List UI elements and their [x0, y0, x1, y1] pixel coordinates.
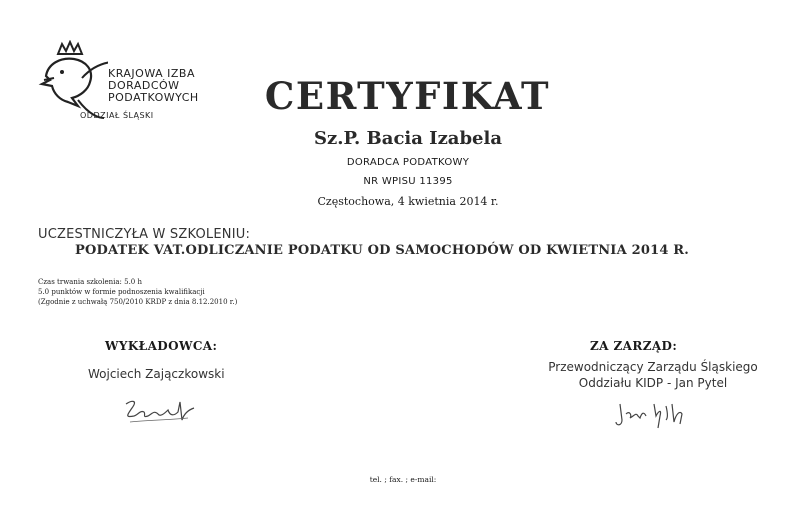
- board-chair-line1: Przewodniczący Zarządu Śląskiego: [548, 360, 758, 374]
- recipient-name: Sz.P. Bacia Izabela: [313, 128, 503, 149]
- lecturer-name: Wojciech Zajączkowski: [88, 367, 225, 381]
- lecturer-label: WYKŁADOWCA:: [105, 339, 218, 353]
- board-chair-line2: Oddziału KIDP - Jan Pytel: [578, 376, 728, 390]
- org-name-line2: DORADCÓW: [108, 79, 180, 92]
- contact-line: tel. ; fax. ; e-mail:: [369, 475, 437, 484]
- lecturer-signature: [118, 392, 208, 430]
- place-date: Częstochowa, 4 kwietnia 2014 r.: [317, 195, 499, 208]
- course-points: 5.0 punktów w formie podnoszenia kwalifikacji: [38, 288, 205, 296]
- course-resolution: (Zgodnie z uchwałą 750/2010 KRDP z dnia 8.12.2010 r.): [38, 298, 238, 306]
- certificate-title: CERTYFIKAT: [264, 74, 551, 118]
- board-label: ZA ZARZĄD:: [590, 339, 678, 353]
- course-duration: Czas trwania szkolenia: 5.0 h: [38, 278, 142, 286]
- recipient-title: DORADCA PODATKOWY: [346, 157, 470, 168]
- participated-label: UCZESTNICZYŁA W SZKOLENIU:: [38, 227, 251, 242]
- org-branch: ODDZIAŁ ŚLĄSKI: [80, 111, 154, 120]
- org-name-line3: PODATKOWYCH: [108, 91, 199, 104]
- org-name-line1: KRAJOWA IZBA: [108, 67, 195, 80]
- course-title: PODATEK VAT.ODLICZANIE PODATKU OD SAMOCHODÓW OD KWIETNIA 2014 R.: [75, 243, 690, 258]
- board-signature: [610, 394, 700, 434]
- registration-number: NR WPISU 11395: [363, 176, 453, 187]
